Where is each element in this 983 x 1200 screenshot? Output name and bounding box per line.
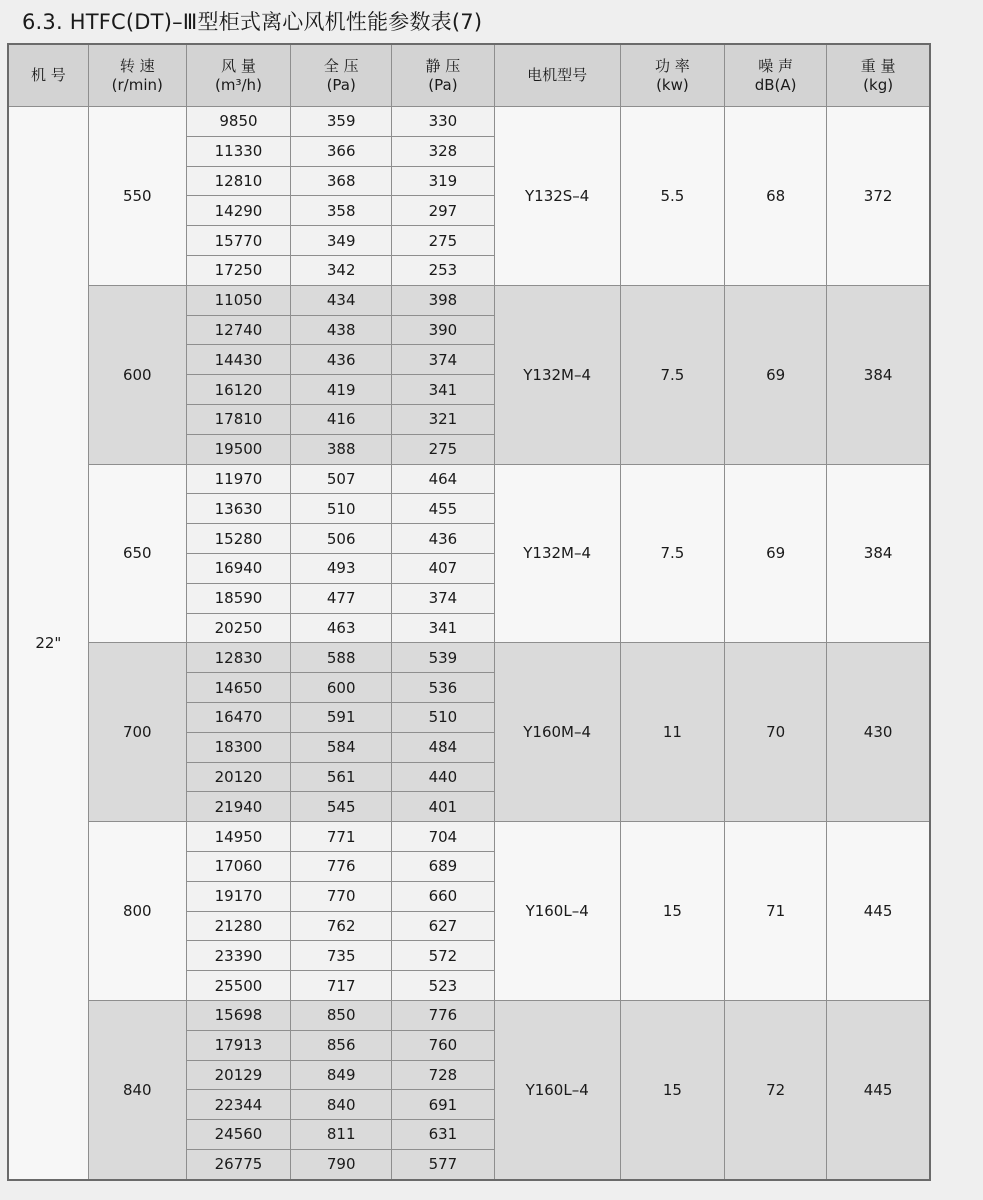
flow-cell: 16940 [186, 553, 290, 583]
machine-number-cell: 22" [8, 107, 88, 1180]
flow-cell: 17060 [186, 851, 290, 881]
flow-cell: 18590 [186, 583, 290, 613]
total-pressure-cell: 416 [291, 404, 392, 434]
flow-cell: 14650 [186, 673, 290, 703]
static-pressure-cell: 484 [392, 732, 494, 762]
flow-cell: 18300 [186, 732, 290, 762]
header-row [8, 44, 930, 107]
flow-cell: 22344 [186, 1090, 290, 1120]
performance-table [7, 43, 931, 1181]
weight-cell: 372 [827, 107, 930, 286]
motor-model-cell: Y132M–4 [494, 285, 620, 464]
total-pressure-cell: 434 [291, 285, 392, 315]
motor-model-cell: Y160M–4 [494, 643, 620, 822]
static-pressure-cell: 275 [392, 226, 494, 256]
flow-cell: 12830 [186, 643, 290, 673]
total-pressure-cell: 811 [291, 1120, 392, 1150]
static-pressure-cell: 776 [392, 1000, 494, 1030]
header-model: 机 号 [8, 44, 88, 107]
static-pressure-cell: 660 [392, 881, 494, 911]
flow-cell: 20250 [186, 613, 290, 643]
static-pressure-cell: 536 [392, 673, 494, 703]
total-pressure-cell: 849 [291, 1060, 392, 1090]
table-row [8, 1000, 930, 1030]
flow-cell: 21280 [186, 911, 290, 941]
header-total-pressure: 全 压 (Pa) [291, 44, 392, 107]
static-pressure-cell: 760 [392, 1030, 494, 1060]
power-cell: 15 [620, 822, 724, 1001]
total-pressure-cell: 463 [291, 613, 392, 643]
flow-cell: 15770 [186, 226, 290, 256]
static-pressure-cell: 374 [392, 345, 494, 375]
flow-cell: 11050 [186, 285, 290, 315]
static-pressure-cell: 436 [392, 524, 494, 554]
total-pressure-cell: 735 [291, 941, 392, 971]
flow-cell: 12740 [186, 315, 290, 345]
total-pressure-cell: 840 [291, 1090, 392, 1120]
flow-cell: 20129 [186, 1060, 290, 1090]
weight-cell: 384 [827, 285, 930, 464]
total-pressure-cell: 342 [291, 255, 392, 285]
motor-model-cell: Y132M–4 [494, 464, 620, 643]
noise-cell: 68 [725, 107, 827, 286]
speed-cell: 600 [88, 285, 186, 464]
flow-cell: 17810 [186, 404, 290, 434]
flow-cell: 15698 [186, 1000, 290, 1030]
flow-cell: 21940 [186, 792, 290, 822]
static-pressure-cell: 275 [392, 434, 494, 464]
total-pressure-cell: 717 [291, 971, 392, 1001]
total-pressure-cell: 438 [291, 315, 392, 345]
static-pressure-cell: 321 [392, 404, 494, 434]
table-row [8, 107, 930, 137]
total-pressure-cell: 588 [291, 643, 392, 673]
static-pressure-cell: 455 [392, 494, 494, 524]
weight-cell: 384 [827, 464, 930, 643]
total-pressure-cell: 561 [291, 762, 392, 792]
total-pressure-cell: 506 [291, 524, 392, 554]
static-pressure-cell: 319 [392, 166, 494, 196]
header-power: 功 率 (kw) [620, 44, 724, 107]
total-pressure-cell: 771 [291, 822, 392, 852]
flow-cell: 14430 [186, 345, 290, 375]
flow-cell: 19500 [186, 434, 290, 464]
static-pressure-cell: 341 [392, 375, 494, 405]
flow-cell: 11330 [186, 136, 290, 166]
header-noise: 噪 声 dB(A) [725, 44, 827, 107]
static-pressure-cell: 627 [392, 911, 494, 941]
static-pressure-cell: 440 [392, 762, 494, 792]
static-pressure-cell: 510 [392, 702, 494, 732]
speed-cell: 550 [88, 107, 186, 286]
total-pressure-cell: 436 [291, 345, 392, 375]
header-weight: 重 量 (kg) [827, 44, 930, 107]
speed-cell: 700 [88, 643, 186, 822]
flow-cell: 14950 [186, 822, 290, 852]
page-title: 6.3. HTFC(DT)–Ⅲ型柜式离心风机性能参数表(7) [22, 10, 483, 34]
static-pressure-cell: 577 [392, 1149, 494, 1179]
flow-cell: 16120 [186, 375, 290, 405]
static-pressure-cell: 398 [392, 285, 494, 315]
total-pressure-cell: 477 [291, 583, 392, 613]
total-pressure-cell: 545 [291, 792, 392, 822]
static-pressure-cell: 390 [392, 315, 494, 345]
flow-cell: 24560 [186, 1120, 290, 1150]
total-pressure-cell: 388 [291, 434, 392, 464]
table-row [8, 285, 930, 315]
noise-cell: 69 [725, 285, 827, 464]
flow-cell: 13630 [186, 494, 290, 524]
flow-cell: 25500 [186, 971, 290, 1001]
static-pressure-cell: 297 [392, 196, 494, 226]
total-pressure-cell: 591 [291, 702, 392, 732]
flow-cell: 17250 [186, 255, 290, 285]
table-row [8, 822, 930, 852]
total-pressure-cell: 419 [291, 375, 392, 405]
static-pressure-cell: 401 [392, 792, 494, 822]
total-pressure-cell: 493 [291, 553, 392, 583]
static-pressure-cell: 631 [392, 1120, 494, 1150]
power-cell: 7.5 [620, 464, 724, 643]
total-pressure-cell: 856 [291, 1030, 392, 1060]
total-pressure-cell: 358 [291, 196, 392, 226]
flow-cell: 15280 [186, 524, 290, 554]
weight-cell: 445 [827, 822, 930, 1001]
total-pressure-cell: 770 [291, 881, 392, 911]
static-pressure-cell: 253 [392, 255, 494, 285]
total-pressure-cell: 584 [291, 732, 392, 762]
total-pressure-cell: 776 [291, 851, 392, 881]
flow-cell: 16470 [186, 702, 290, 732]
total-pressure-cell: 850 [291, 1000, 392, 1030]
static-pressure-cell: 704 [392, 822, 494, 852]
total-pressure-cell: 510 [291, 494, 392, 524]
static-pressure-cell: 539 [392, 643, 494, 673]
power-cell: 5.5 [620, 107, 724, 286]
noise-cell: 69 [725, 464, 827, 643]
flow-cell: 20120 [186, 762, 290, 792]
total-pressure-cell: 790 [291, 1149, 392, 1179]
header-static-pressure: 静 压 (Pa) [392, 44, 494, 107]
motor-model-cell: Y160L–4 [494, 822, 620, 1001]
header-flow: 风 量 (m³/h) [186, 44, 290, 107]
static-pressure-cell: 407 [392, 553, 494, 583]
total-pressure-cell: 507 [291, 464, 392, 494]
motor-model-cell: Y160L–4 [494, 1000, 620, 1179]
table-row [8, 643, 930, 673]
static-pressure-cell: 728 [392, 1060, 494, 1090]
static-pressure-cell: 464 [392, 464, 494, 494]
static-pressure-cell: 374 [392, 583, 494, 613]
flow-cell: 9850 [186, 107, 290, 137]
table-row [8, 464, 930, 494]
noise-cell: 70 [725, 643, 827, 822]
header-motor: 电机型号 [494, 44, 620, 107]
flow-cell: 26775 [186, 1149, 290, 1179]
flow-cell: 12810 [186, 166, 290, 196]
flow-cell: 23390 [186, 941, 290, 971]
power-cell: 7.5 [620, 285, 724, 464]
total-pressure-cell: 349 [291, 226, 392, 256]
flow-cell: 19170 [186, 881, 290, 911]
total-pressure-cell: 366 [291, 136, 392, 166]
static-pressure-cell: 328 [392, 136, 494, 166]
static-pressure-cell: 523 [392, 971, 494, 1001]
speed-cell: 840 [88, 1000, 186, 1179]
weight-cell: 445 [827, 1000, 930, 1179]
static-pressure-cell: 691 [392, 1090, 494, 1120]
header-speed: 转 速 (r/min) [88, 44, 186, 107]
total-pressure-cell: 359 [291, 107, 392, 137]
noise-cell: 72 [725, 1000, 827, 1179]
flow-cell: 14290 [186, 196, 290, 226]
total-pressure-cell: 368 [291, 166, 392, 196]
flow-cell: 17913 [186, 1030, 290, 1060]
power-cell: 15 [620, 1000, 724, 1179]
flow-cell: 11970 [186, 464, 290, 494]
total-pressure-cell: 600 [291, 673, 392, 703]
static-pressure-cell: 572 [392, 941, 494, 971]
speed-cell: 650 [88, 464, 186, 643]
speed-cell: 800 [88, 822, 186, 1001]
static-pressure-cell: 330 [392, 107, 494, 137]
total-pressure-cell: 762 [291, 911, 392, 941]
weight-cell: 430 [827, 643, 930, 822]
power-cell: 11 [620, 643, 724, 822]
static-pressure-cell: 689 [392, 851, 494, 881]
noise-cell: 71 [725, 822, 827, 1001]
motor-model-cell: Y132S–4 [494, 107, 620, 286]
static-pressure-cell: 341 [392, 613, 494, 643]
